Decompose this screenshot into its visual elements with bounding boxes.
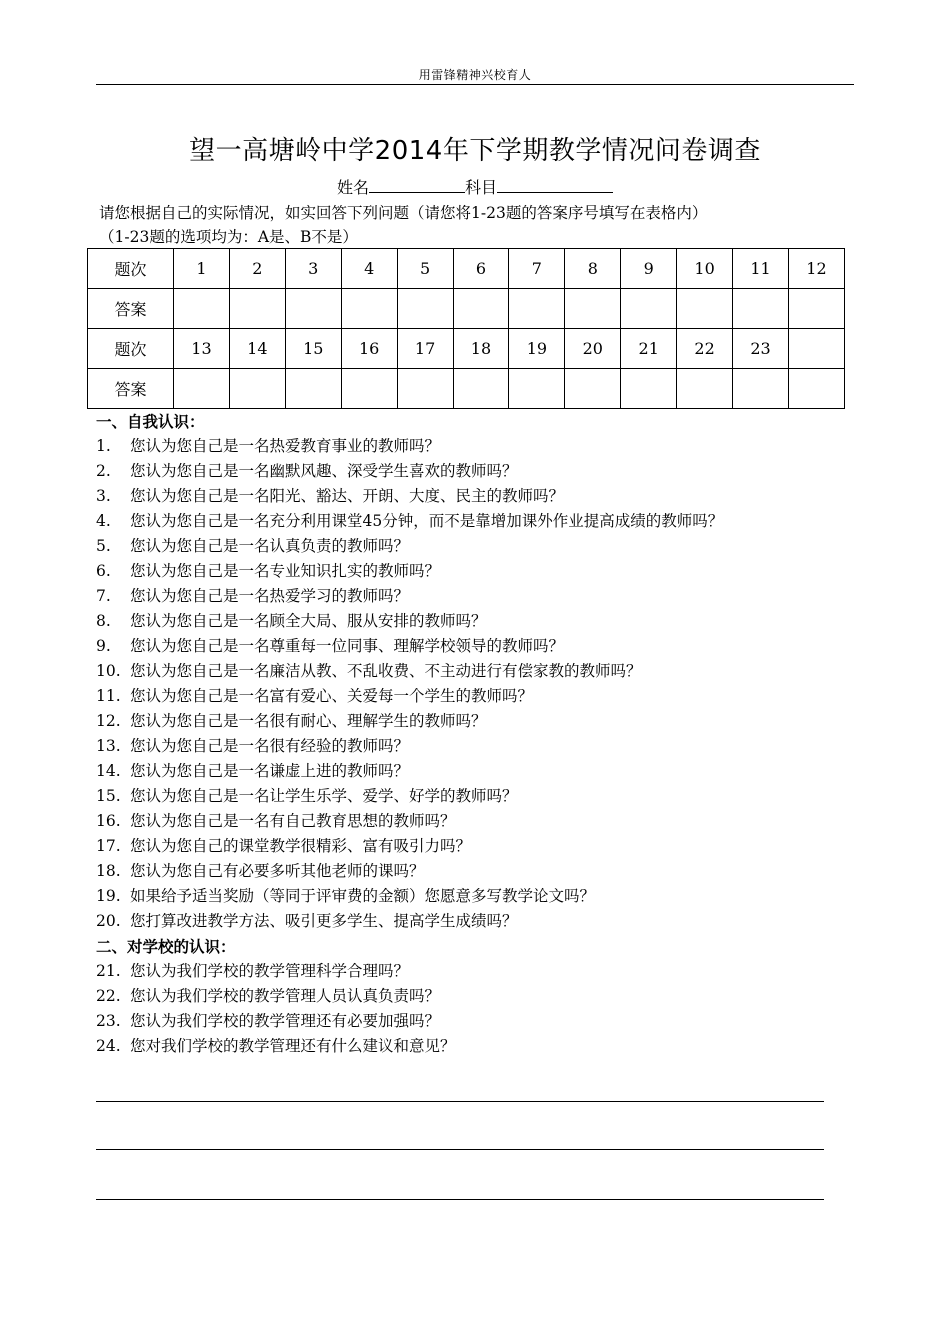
question-number: 9 [621,249,677,289]
answer-row-1-12 [88,289,845,329]
item-text: 您认为您自己是一名热爱学习的教师吗？ [130,587,410,605]
item-number: 4. [96,512,111,530]
answer-line-2[interactable] [96,1149,824,1150]
question-number: 8 [565,249,621,289]
item-number: 15. [96,787,121,805]
answer-line-1[interactable] [96,1101,824,1102]
item-text: 您认为您自己是一名富有爱心、关爱每一个学生的教师吗？ [130,687,534,705]
item-number: 6. [96,562,111,580]
item-text: 您认为您自己是一名尊重每一位同事、理解学校领导的教师吗？ [130,637,565,655]
answer-row-13-23 [88,369,845,409]
name-field[interactable] [369,176,465,193]
question-number: 5 [397,249,453,289]
item-text: 您认为我们学校的教学管理科学合理吗？ [130,962,410,980]
list-item [96,1009,896,1034]
question-row-13-23 [88,329,845,369]
answer-line-3[interactable] [96,1199,824,1200]
answer-cell[interactable] [341,369,397,409]
list-item [96,784,896,809]
page-header: 用雷锋精神兴校育人 [418,68,532,82]
list-item [96,809,896,834]
answer-cell[interactable] [733,369,789,409]
item-number: 21. [96,962,121,980]
item-number: 24. [96,1037,121,1055]
list-item [96,909,896,934]
list-item [96,534,896,559]
answer-cell[interactable] [174,289,230,329]
list-item [96,709,896,734]
answer-cell[interactable] [397,289,453,329]
subject-label: 科目 [465,178,498,197]
question-number: 1 [174,249,230,289]
answer-cell[interactable] [565,289,621,329]
list-item [96,834,896,859]
list-item [96,584,896,609]
instructions-line-1: 请您根据自己的实际情况，如实回答下列问题（请您将1-23题的答案序号填写在表格内） [99,204,708,222]
instructions-line-2: （1-23题的选项均为：A是、B不是） [99,228,358,246]
item-text: 您认为您自己是一名让学生乐学、爱学、好学的教师吗？ [130,787,518,805]
question-row-1-12 [88,249,845,289]
item-text: 您认为您自己有必要多听其他老师的课吗？ [130,862,425,880]
answer-cell[interactable] [677,369,733,409]
question-number: 17 [397,329,453,369]
item-number: 7. [96,587,111,605]
question-number: 11 [733,249,789,289]
item-number: 3. [96,487,111,505]
item-text: 您认为您自己是一名热爱教育事业的教师吗？ [130,437,441,455]
item-text: 您打算改进教学方法、吸引更多学生、提高学生成绩吗？ [130,912,518,930]
question-number-empty [788,329,844,369]
list-item [96,884,896,909]
answer-cell[interactable] [174,369,230,409]
name-subject-line [0,176,950,199]
item-number: 9. [96,637,111,655]
answer-cell[interactable] [453,369,509,409]
question-number: 13 [174,329,230,369]
list-item [96,484,896,509]
question-number: 21 [621,329,677,369]
item-text: 您认为您自己是一名幽默风趣、深受学生喜欢的教师吗？ [130,462,518,480]
answer-cell[interactable] [621,369,677,409]
item-text: 您认为您自己是一名顾全大局、服从安排的教师吗？ [130,612,487,630]
answer-cell[interactable] [285,289,341,329]
list-item [96,734,896,759]
item-number: 14. [96,762,121,780]
question-number: 7 [509,249,565,289]
question-number: 12 [788,249,844,289]
question-list [96,409,896,1059]
list-item [96,634,896,659]
row-label-question: 题次 [88,329,174,369]
question-number: 20 [565,329,621,369]
row-label-answer: 答案 [88,369,174,409]
list-item [96,684,896,709]
item-number: 5. [96,537,111,555]
list-item [96,959,896,984]
item-text: 您认为您自己是一名很有耐心、理解学生的教师吗？ [130,712,487,730]
page-title: 望一高塘岭中学2014年下学期教学情况问卷调查 [189,136,761,166]
answer-cell[interactable] [285,369,341,409]
item-number: 16. [96,812,121,830]
answer-cell[interactable] [788,289,844,329]
item-text: 您认为您自己是一名认真负责的教师吗？ [130,537,410,555]
answer-table [87,248,845,409]
question-number: 15 [285,329,341,369]
answer-cell[interactable] [509,369,565,409]
answer-cell[interactable] [341,289,397,329]
answer-cell[interactable] [453,289,509,329]
item-text: 您对我们学校的教学管理还有什么建议和意见？ [130,1037,456,1055]
question-number: 14 [229,329,285,369]
answer-cell[interactable] [621,289,677,329]
section-title-self: 一、自我认识： [96,412,205,431]
item-text: 您认为我们学校的教学管理还有必要加强吗？ [130,1012,441,1030]
list-item [96,1034,896,1059]
list-item [96,559,896,584]
row-label-answer: 答案 [88,289,174,329]
item-number: 22. [96,987,121,1005]
item-text: 如果给予适当奖励（等同于评审费的金额）您愿意多写教学论文吗？ [130,887,596,905]
list-item [96,434,896,459]
item-number: 10. [96,662,121,680]
item-text: 您认为您自己是一名阳光、豁达、开朗、大度、民主的教师吗？ [130,487,565,505]
row-label-question: 题次 [88,249,174,289]
answer-cell[interactable] [677,289,733,329]
item-number: 23. [96,1012,121,1030]
list-item [96,509,896,534]
list-item [96,659,896,684]
list-item [96,859,896,884]
item-text: 您认为您自己的课堂教学很精彩、富有吸引力吗？ [130,837,472,855]
answer-cell[interactable] [397,369,453,409]
item-text: 您认为您自己是一名廉洁从教、不乱收费、不主动进行有偿家教的教师吗？ [130,662,642,680]
item-number: 13. [96,737,121,755]
item-text: 您认为您自己是一名专业知识扎实的教师吗？ [130,562,441,580]
answer-cell[interactable] [788,369,844,409]
item-text: 您认为您自己是一名有自己教育思想的教师吗？ [130,812,456,830]
question-number: 10 [677,249,733,289]
item-number: 11. [96,687,121,705]
item-number: 12. [96,712,121,730]
question-number: 22 [677,329,733,369]
item-number: 20. [96,912,121,930]
answer-cell[interactable] [733,289,789,329]
question-number: 23 [733,329,789,369]
question-number: 3 [285,249,341,289]
name-label: 姓名 [336,178,369,197]
question-number: 16 [341,329,397,369]
item-number: 19. [96,887,121,905]
question-number: 19 [509,329,565,369]
header-divider [96,84,854,85]
question-number: 6 [453,249,509,289]
item-number: 17. [96,837,121,855]
question-number: 18 [453,329,509,369]
item-text: 您认为我们学校的教学管理人员认真负责吗？ [130,987,441,1005]
item-number: 2. [96,462,111,480]
list-item [96,609,896,634]
subject-field[interactable] [497,176,613,193]
list-item [96,459,896,484]
answer-cell[interactable] [229,289,285,329]
item-text: 您认为您自己是一名很有经验的教师吗？ [130,737,410,755]
question-number: 4 [341,249,397,289]
list-item [96,984,896,1009]
item-text: 您认为您自己是一名谦虚上进的教师吗？ [130,762,410,780]
answer-cell[interactable] [509,289,565,329]
section-title-school: 二、对学校的认识： [96,937,236,956]
answer-cell[interactable] [565,369,621,409]
answer-cell[interactable] [229,369,285,409]
list-item [96,759,896,784]
item-number: 1. [96,437,111,455]
item-number: 18. [96,862,121,880]
item-text: 您认为您自己是一名充分利用课堂45分钟，而不是靠增加课外作业提高成绩的教师吗？ [130,512,724,530]
question-number: 2 [229,249,285,289]
item-number: 8. [96,612,111,630]
